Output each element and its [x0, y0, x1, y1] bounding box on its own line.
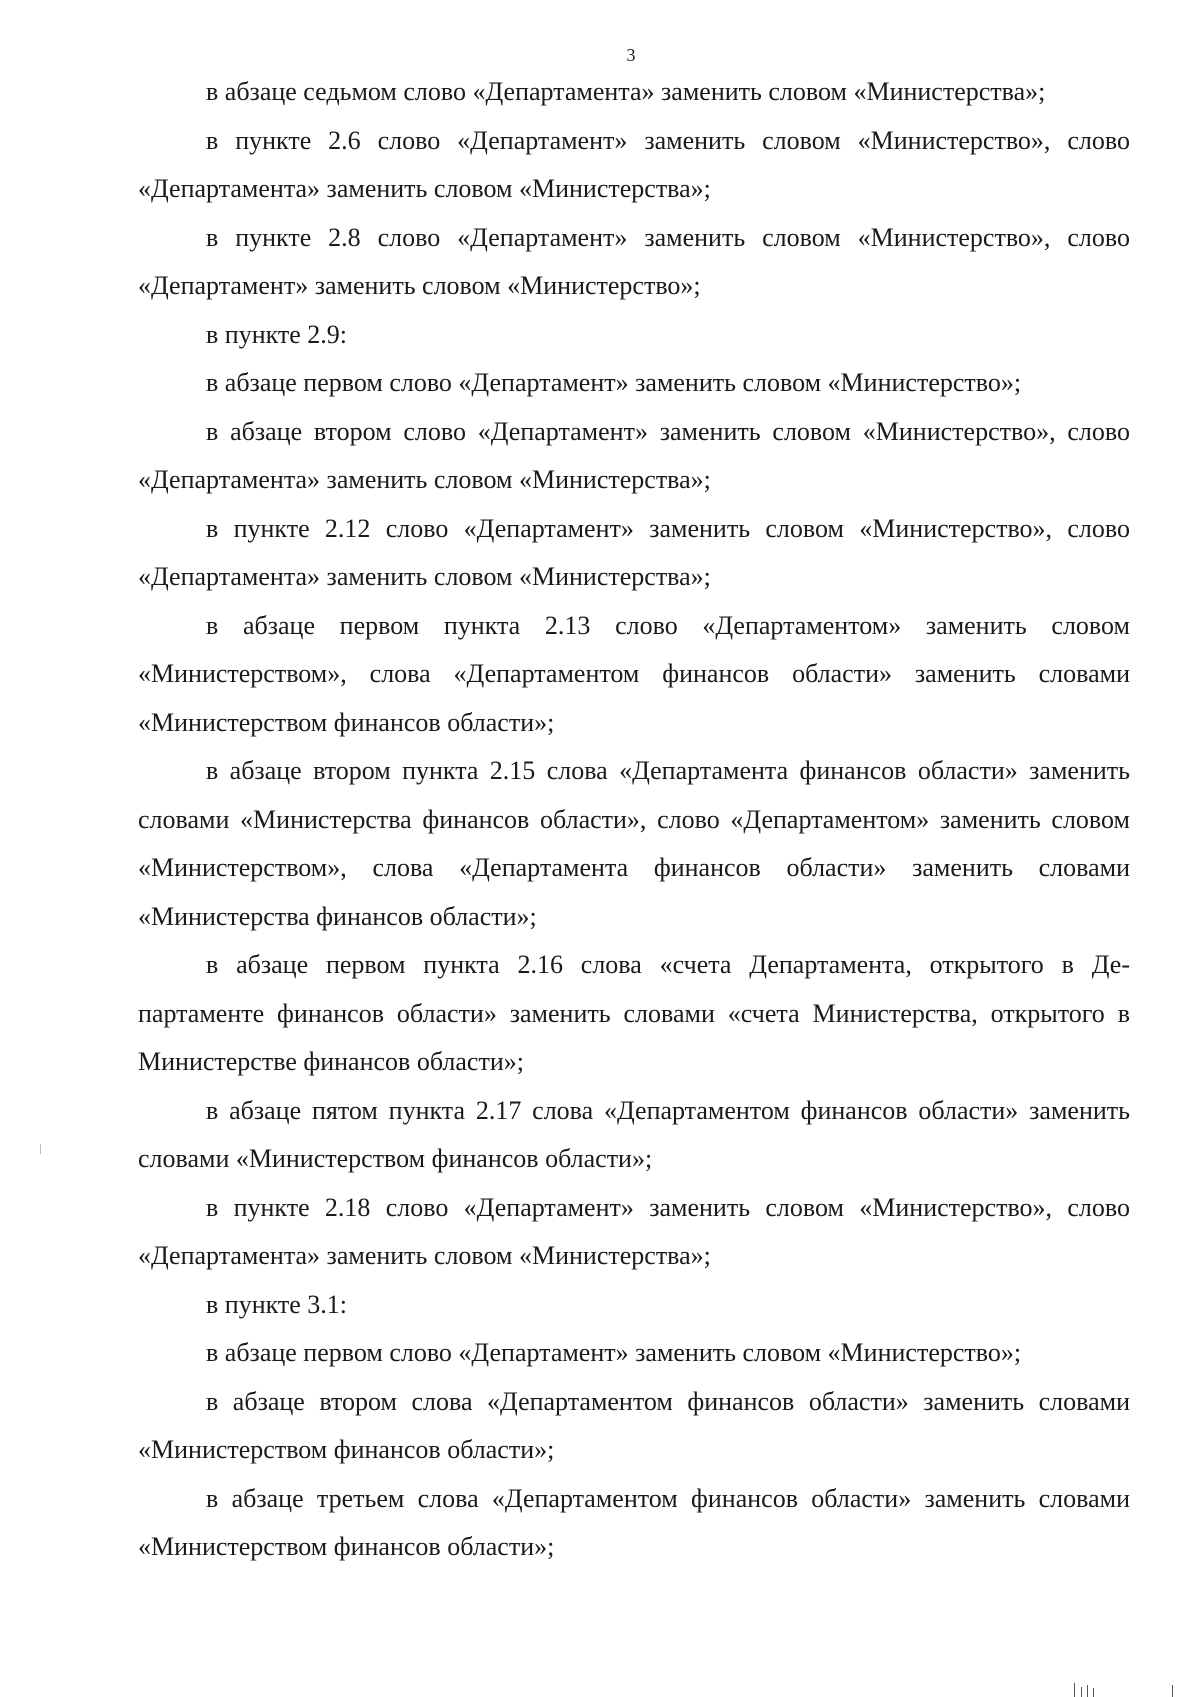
paragraph: в пункте 2.9:	[206, 319, 348, 349]
paragraph: в абзаце втором слова «Департаментом финансов области» заменить словами «Министерством финансов области»;	[138, 1386, 1130, 1464]
document-body	[138, 68, 1130, 1572]
scan-artifact	[1093, 1688, 1094, 1697]
paragraph: в абзаце первом пункта 2.16 слова «счета Департамента, открытого в Департаменте финансов области» заменить словами «счета Министерства, открытого в Министерстве финансов области»;	[138, 950, 1130, 1076]
paragraph: в абзаце третьем слова «Департаментом финансов области» заменить словами «Министерством финансов области»;	[138, 1483, 1130, 1561]
page-number: 3	[626, 45, 636, 65]
scan-artifact	[1172, 1685, 1173, 1697]
paragraph: в пункте 2.18 слово «Департамент» заменить словом «Министерство», слово «Департамента» заменить словом «Министерства»;	[138, 1192, 1130, 1270]
scan-artifact	[1074, 1683, 1075, 1697]
paragraph: в абзаце седьмом слово «Департамента» заменить словом «Министерства»;	[206, 77, 1046, 106]
scan-artifact	[40, 1144, 41, 1154]
paragraph: в пункте 2.6 слово «Департамент» заменить словом «Министерство», слово «Департамента» заменить словом «Министерства»;	[138, 125, 1130, 203]
paragraph: в абзаце втором пункта 2.15 слова «Департамента финансов области» заменить словами «Министерства финансов области», слово «Департаментом» заменить словом «Министерством», слова «Департамента финансов области» заменить словами «Министерства финансов области»;	[138, 756, 1130, 931]
scan-artifact	[1087, 1685, 1088, 1697]
paragraph: в пункте 2.8 слово «Департамент» заменить словом «Министерство», слово «Департамент» заменить словом «Министерство»;	[138, 222, 1130, 300]
scan-artifact	[1081, 1687, 1082, 1697]
paragraph: в пункте 3.1:	[206, 1289, 348, 1319]
paragraph: в пункте 2.12 слово «Департамент» заменить словом «Министерство», слово «Департамента» заменить словом «Министерства»;	[138, 513, 1130, 591]
paragraph: в абзаце первом слово «Департамент» заменить словом «Министерство»;	[206, 1338, 1022, 1367]
paragraph: в абзаце первом слово «Департамент» заменить словом «Министерство»;	[206, 368, 1022, 397]
paragraph: в абзаце втором слово «Департамент» заменить словом «Министерство», слово «Департамента» заменить словом «Министерства»;	[138, 416, 1130, 494]
paragraph: в абзаце первом пункта 2.13 слово «Департаментом» заменить словом «Министерством», слова «Департаментом финансов области» заменить словами «Министерством финансов области»;	[138, 610, 1130, 737]
paragraph: в абзаце пятом пункта 2.17 слова «Департаментом финансов области» заменить словами «Министерством финансов области»;	[138, 1095, 1130, 1173]
